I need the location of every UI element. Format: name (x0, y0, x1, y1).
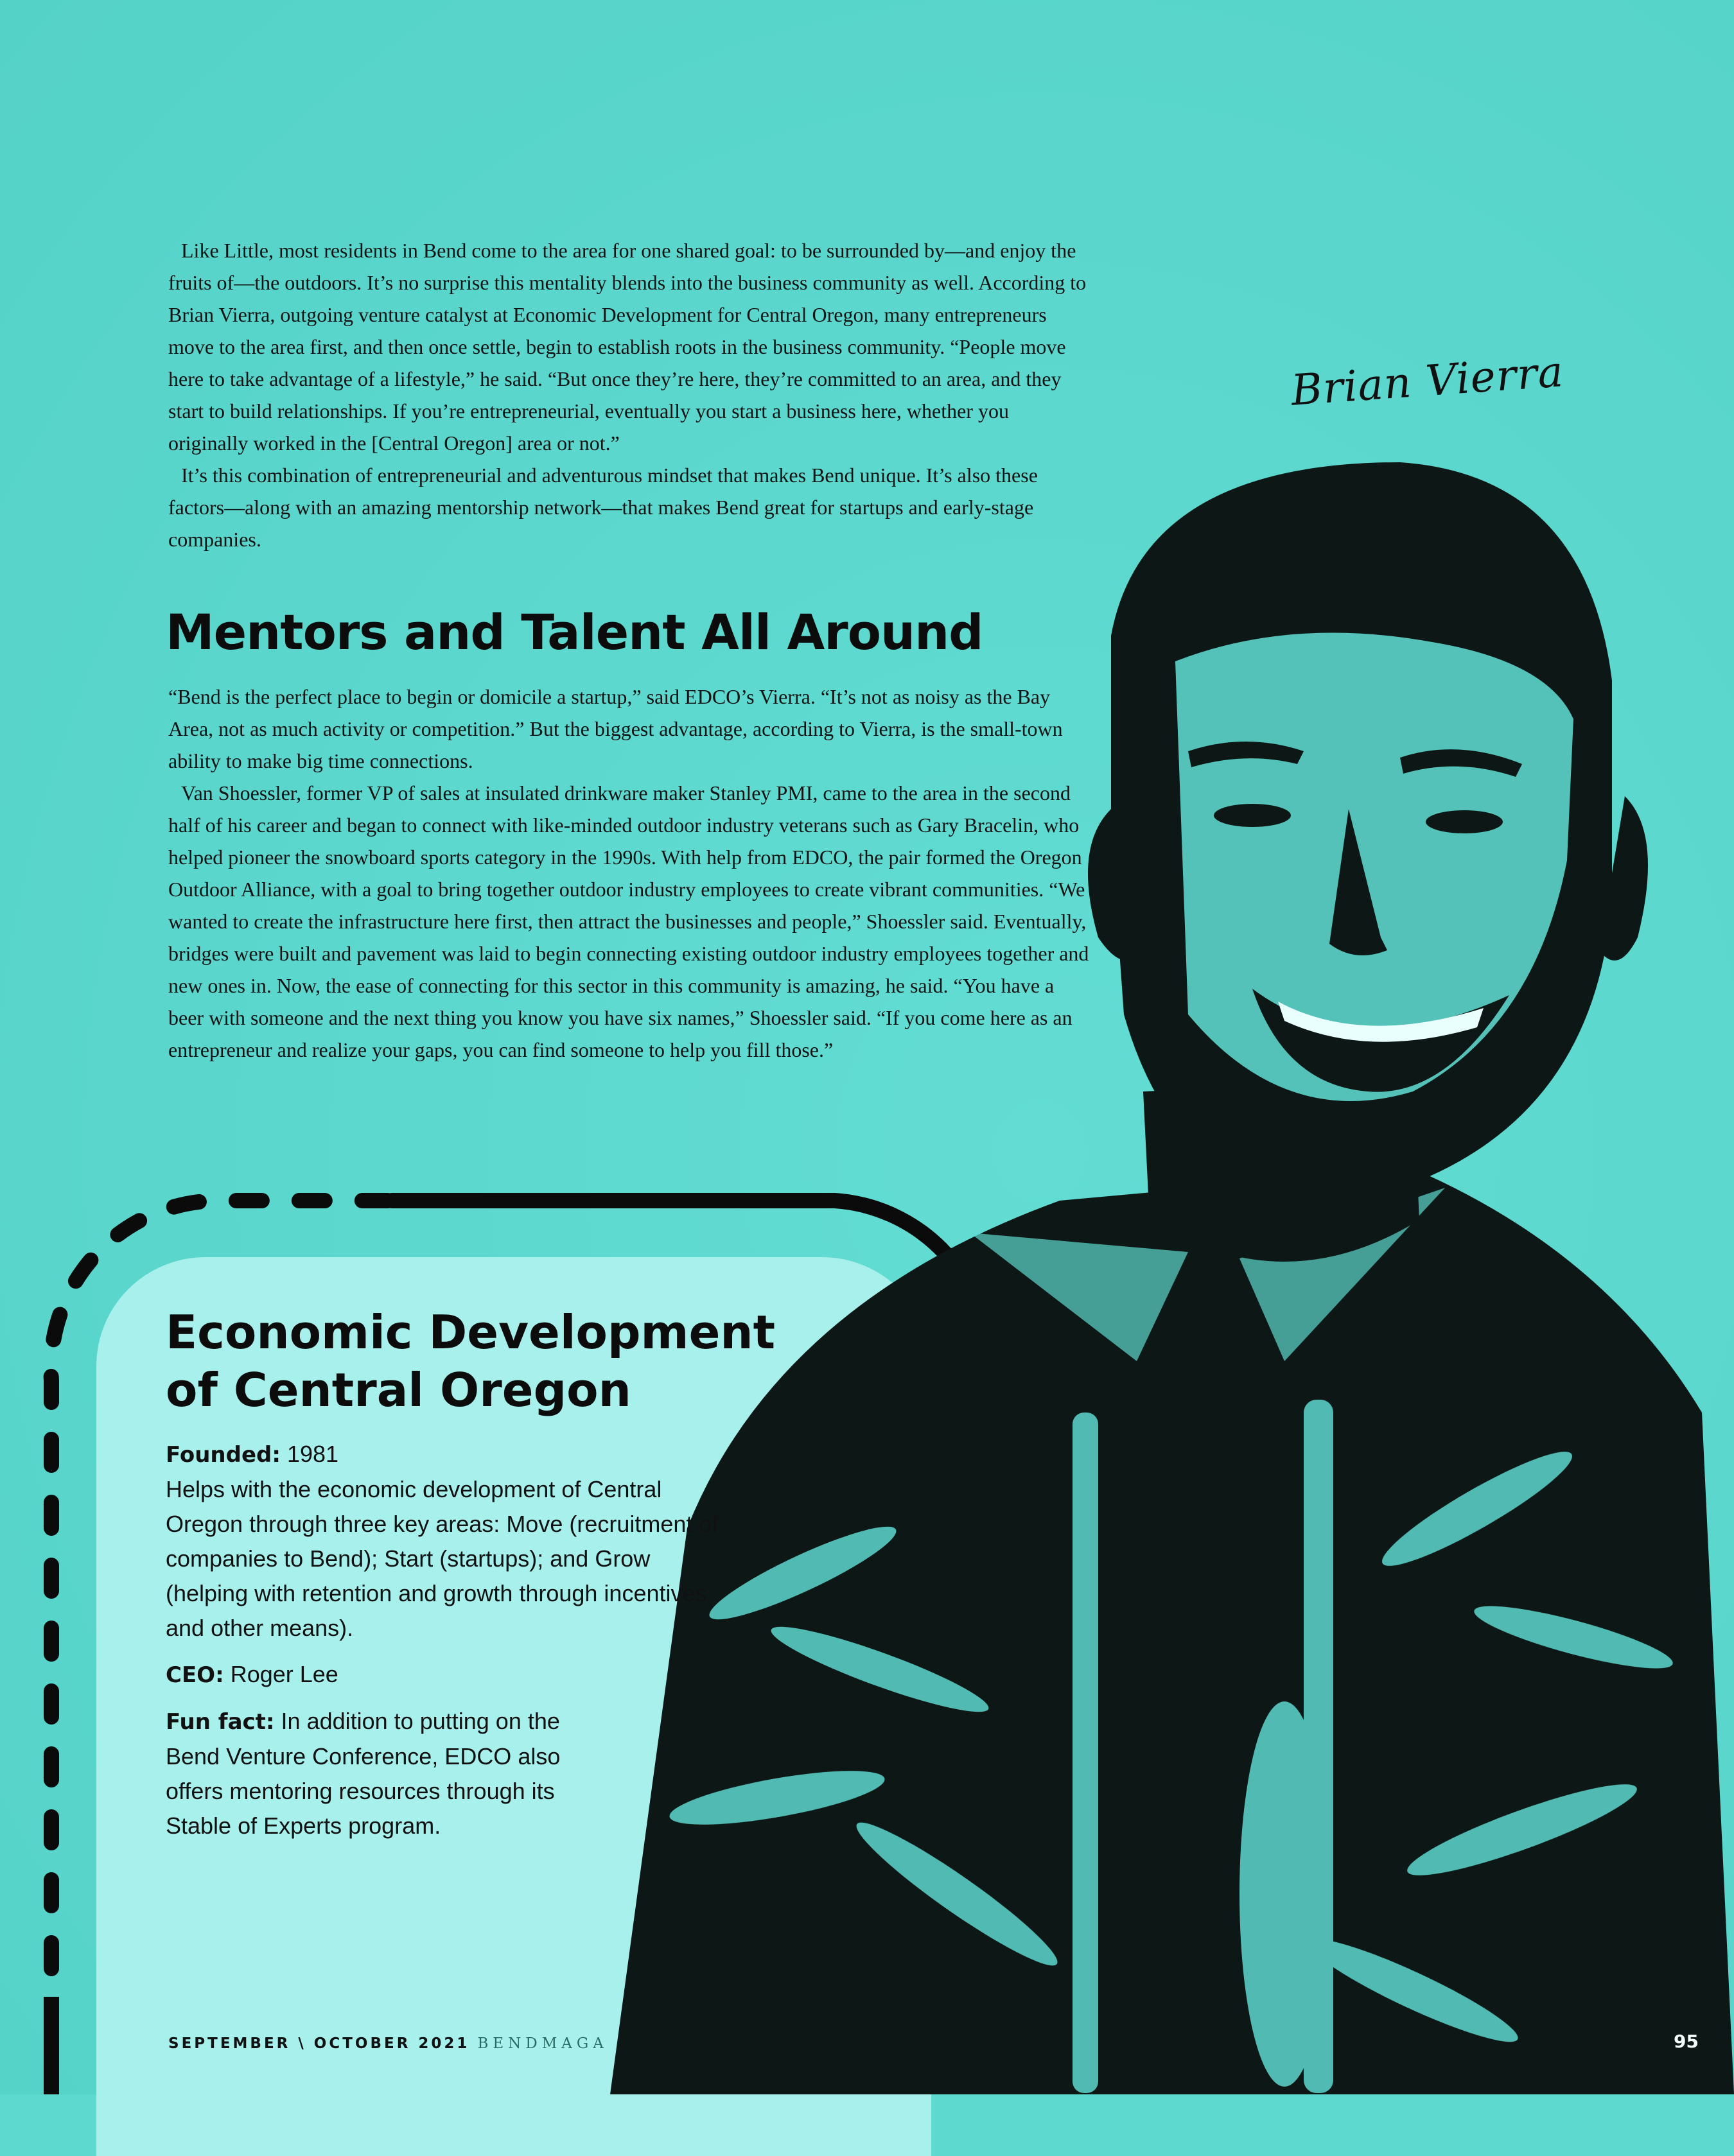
footer-magazine: BENDMAGA (477, 2035, 608, 2052)
footer-issue-date: SEPTEMBER \ OCTOBER 2021 (168, 2035, 470, 2052)
funfact-value: In addition to putting on the Bend Venture Conference, EDCO also offers mentoring resources through its Stable of Experts program. (166, 1708, 561, 1839)
portrait-illustration (610, 449, 1734, 2094)
section-heading: Mentors and Talent All Around (166, 604, 983, 661)
edco-description: Helps with the economic development of Central Oregon through three key areas: Move (recruitment of companies to Bend); Start (startups); and Grow (helping with retention and growth through incentives and other means). (166, 1476, 719, 1641)
sidebar-title (166, 1303, 840, 1419)
signature-brian-vierra: Brian Vierra (1289, 347, 1566, 415)
intro-paragraph-2: It’s this combination of entrepreneurial and adventurous mindset that makes Bend unique. It’s also these factors—along with an amazing mentorship network—that makes Bend great for startups and early-stage companies. (168, 464, 1038, 551)
footer-issue (168, 2035, 608, 2052)
intro-paragraph-1: Like Little, most residents in Bend come to the area for one shared goal: to be surrounded by—and enjoy the fruits of—the outdoors. It’s no surprise this mentality blends into the business community as well. According to Brian Vierra, outgoing venture catalyst at Economic Development for Central Oregon, many entrepreneurs move to the area first, and then once settle, begin to establish roots in the business community. “People move here to take advantage of a lifestyle,” he said. “But once they’re here, they’re committed to an area, and they start to build relationships. If you’re entrepreneurial, eventually you start a business here, whether you originally worked in the [Central Oregon] area or not.” (168, 239, 1087, 455)
sidebar-title-line2: of Central Oregon (166, 1363, 631, 1417)
sidebar-body (166, 1437, 731, 1855)
funfact-label: Fun fact: (166, 1709, 275, 1735)
founded-block (166, 1437, 731, 1646)
founded-label: Founded: (166, 1442, 281, 1468)
ceo-label: CEO: (166, 1662, 224, 1688)
section-paragraph-2: Van Shoessler, former VP of sales at insulated drinkware maker Stanley PMI, came to the area in the second half of his career and began to connect with like-minded outdoor industry veterans such as Gary Bracelin, who helped pioneer the snowboard sports category in the 1990s. With help from EDCO, the pair formed the Oregon Outdoor Alliance, with a goal to bring together outdoor industry employees to create vibrant communities. “We wanted to create the infrastructure here first, then attract the businesses and people,” Shoessler said. Eventually, bridges were built and pavement was laid to begin connecting existing outdoor industry employees together and new ones in. Now, the ease of connecting for this sector in this community is amazing, he said. “You have a beer with someone and the next thing you know you have six names,” Shoessler said. “If you come here as an entrepreneur and realize your gaps, you can find someone to help you fill those.” (168, 781, 1089, 1061)
page-number: 95 (1674, 2031, 1699, 2052)
funfact-block (166, 1704, 615, 1843)
founded-value: 1981 (286, 1441, 339, 1467)
ceo-block (166, 1657, 731, 1692)
sidebar-title-line1: Economic Development (166, 1305, 776, 1359)
ceo-value: Roger Lee (230, 1661, 338, 1687)
section-paragraph-1: “Bend is the perfect place to begin or domicile a startup,” said EDCO’s Vierra. “It’s not as noisy as the Bay Area, not as much activity or competition.” But the biggest advantage, according to Vierra, is the small-town ability to make big time connections. (168, 685, 1063, 772)
